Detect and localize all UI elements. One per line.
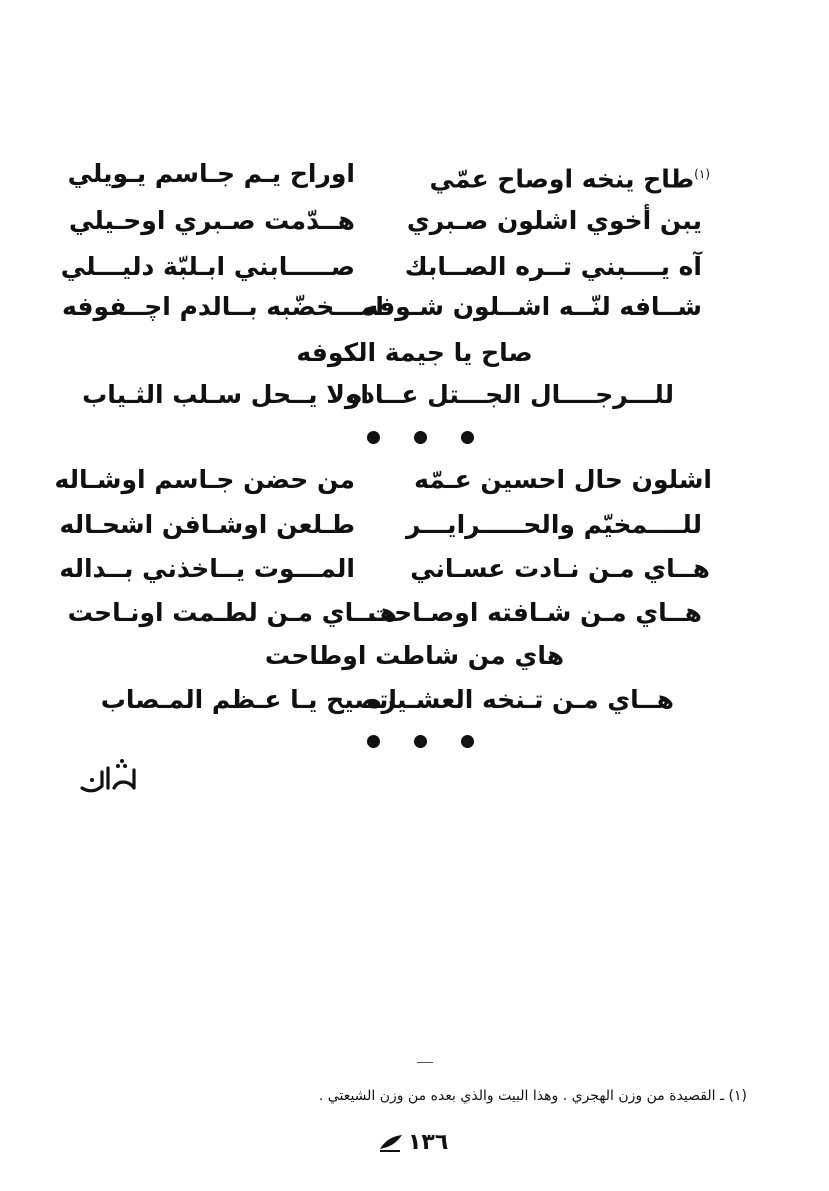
divider-dot	[367, 735, 380, 748]
divider-dot	[461, 735, 474, 748]
verse-3-right: آه يــــبني تــره الصــابك	[404, 252, 702, 281]
closing-2-right: هــاي مـن تـنخه العشـيره	[366, 685, 674, 714]
divider-dot	[461, 431, 474, 444]
verse-1-left: اوراح يـم جـاسم يـويلي	[67, 159, 355, 188]
verse-6-right: للــــمخيّم والحـــــرايـــر	[406, 510, 702, 539]
closing-2-left: اتصيح يـا عـظم المـصاب	[100, 685, 397, 714]
verse-4-left: امـــخضّبه بــالدم اچــفوفه	[62, 292, 384, 321]
divider-dot	[414, 431, 427, 444]
verse-5-left: من حضن جـاسم اوشـاله	[54, 465, 355, 494]
page-number-text: ١٣٦	[408, 1130, 449, 1155]
section-divider-1	[367, 431, 474, 444]
page-number	[378, 1130, 448, 1155]
closing-1-left: اولا يــحل سـلب الثـياب	[82, 380, 369, 409]
end-ornament-icon	[78, 758, 140, 798]
quill-icon	[378, 1133, 404, 1153]
verse-4-right: شــافه لنّــه اشــلون شـوفه	[363, 292, 702, 321]
refrain-2: هاي من شاطت اوطاحت	[264, 641, 565, 670]
section-divider-2	[367, 735, 474, 748]
footnote-separator	[417, 1062, 433, 1063]
verse-6-left: طـلعن اوشـافن اشحـاله	[59, 510, 355, 539]
footnote-marker: (١)	[694, 167, 710, 181]
verse-3-left: صـــــابني ابـلبّة دليـــلي	[60, 252, 355, 281]
verse-1-right: $^{(١)}$طاح ينخه اوصاح عمّي	[429, 164, 710, 194]
verse-5-right: اشلون حال احسين عـمّه	[414, 465, 712, 494]
verse-7-left: المـــوت يــاخذني بــداله	[59, 554, 355, 583]
divider-dot	[367, 431, 380, 444]
verse-7-right: هــاي مـن نـادت عسـاني	[410, 554, 710, 583]
verse-2-left: هــدّمت صـبري اوحـيلي	[69, 206, 355, 235]
verse-8-left: هـــاي مـن لطـمت اونـاحت	[67, 598, 397, 627]
refrain-1: صاح يا جيمة الكوفه	[296, 338, 533, 367]
verse-2-right: يبن أخوي اشلون صـبري	[406, 206, 702, 235]
verse-8-right: هــاي مـن شـافته اوصـاحت	[367, 598, 702, 627]
footnote-text: (١) ـ القصيدة من وزن الهجري . وهذا البيت والذي بعده من وزن الشيعتي .	[318, 1088, 747, 1104]
closing-1-right: للـــرجــــال الجـــتل عــاده	[347, 380, 674, 409]
divider-dot	[414, 735, 427, 748]
